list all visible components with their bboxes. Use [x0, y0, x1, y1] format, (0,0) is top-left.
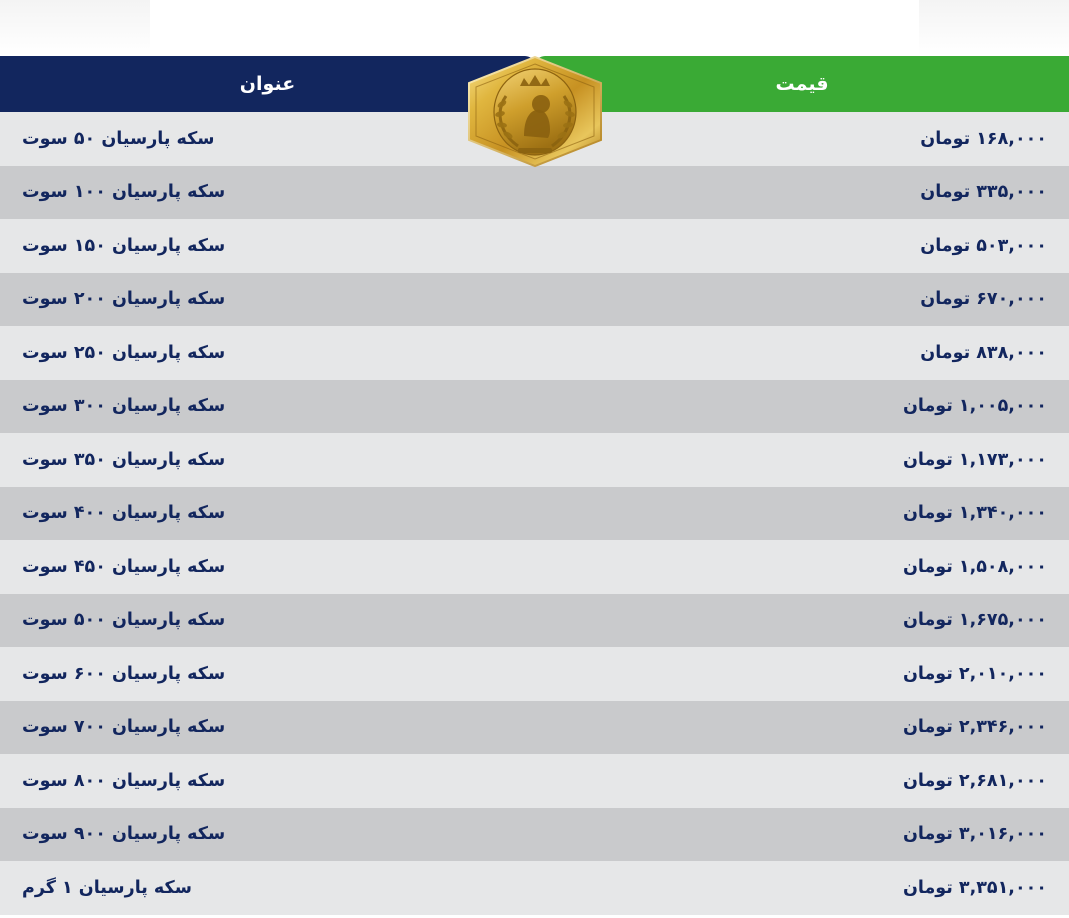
price-table-head — [0, 56, 1069, 112]
price-table — [0, 56, 1069, 915]
cell-title: سکه پارسیان ۸۰۰ سوت — [0, 754, 535, 808]
table-row — [0, 594, 1069, 648]
table-row — [0, 433, 1069, 487]
table-row — [0, 166, 1069, 220]
cell-price: ۱,۵۰۸,۰۰۰ تومان — [535, 540, 1069, 594]
cell-price: ۳,۳۵۱,۰۰۰ تومان — [535, 861, 1069, 915]
cell-price: ۱,۱۷۳,۰۰۰ تومان — [535, 433, 1069, 487]
column-header-title: عنوان — [0, 56, 535, 112]
cell-title: سکه پارسیان ۷۰۰ سوت — [0, 701, 535, 755]
cell-price: ۱,۶۷۵,۰۰۰ تومان — [535, 594, 1069, 648]
cell-price: ۱۶۸,۰۰۰ تومان — [535, 112, 1069, 166]
price-table-body — [0, 112, 1069, 915]
table-row — [0, 647, 1069, 701]
page-edge-left — [0, 0, 150, 56]
cell-price: ۲,۶۸۱,۰۰۰ تومان — [535, 754, 1069, 808]
cell-title: سکه پارسیان ۲۵۰ سوت — [0, 326, 535, 380]
table-row — [0, 326, 1069, 380]
cell-price: ۳۳۵,۰۰۰ تومان — [535, 166, 1069, 220]
cell-price: ۲,۰۱۰,۰۰۰ تومان — [535, 647, 1069, 701]
cell-title: سکه پارسیان ۱ گرم — [0, 861, 535, 915]
table-row — [0, 380, 1069, 434]
cell-title: سکه پارسیان ۴۰۰ سوت — [0, 487, 535, 541]
cell-title: سکه پارسیان ۴۵۰ سوت — [0, 540, 535, 594]
header-spacer — [0, 0, 1069, 56]
table-row — [0, 112, 1069, 166]
table-row — [0, 861, 1069, 915]
cell-price: ۱,۳۴۰,۰۰۰ تومان — [535, 487, 1069, 541]
table-row — [0, 219, 1069, 273]
column-header-price: قیمت — [535, 56, 1069, 112]
price-table-wrapper — [0, 56, 1069, 915]
table-row — [0, 754, 1069, 808]
cell-price: ۳,۰۱۶,۰۰۰ تومان — [535, 808, 1069, 862]
table-row — [0, 701, 1069, 755]
cell-title: سکه پارسیان ۳۵۰ سوت — [0, 433, 535, 487]
cell-title: سکه پارسیان ۵۰۰ سوت — [0, 594, 535, 648]
table-row — [0, 273, 1069, 327]
cell-title: سکه پارسیان ۵۰ سوت — [0, 112, 535, 166]
cell-title: سکه پارسیان ۹۰۰ سوت — [0, 808, 535, 862]
page-edge-right — [919, 0, 1069, 56]
cell-price: ۱,۰۰۵,۰۰۰ تومان — [535, 380, 1069, 434]
cell-price: ۸۳۸,۰۰۰ تومان — [535, 326, 1069, 380]
cell-title: سکه پارسیان ۱۰۰ سوت — [0, 166, 535, 220]
cell-title: سکه پارسیان ۶۰۰ سوت — [0, 647, 535, 701]
cell-price: ۶۷۰,۰۰۰ تومان — [535, 273, 1069, 327]
table-header-row — [0, 56, 1069, 112]
cell-title: سکه پارسیان ۱۵۰ سوت — [0, 219, 535, 273]
cell-price: ۲,۳۴۶,۰۰۰ تومان — [535, 701, 1069, 755]
cell-title: سکه پارسیان ۳۰۰ سوت — [0, 380, 535, 434]
cell-price: ۵۰۳,۰۰۰ تومان — [535, 219, 1069, 273]
table-row — [0, 540, 1069, 594]
table-row — [0, 487, 1069, 541]
table-row — [0, 808, 1069, 862]
cell-title: سکه پارسیان ۲۰۰ سوت — [0, 273, 535, 327]
